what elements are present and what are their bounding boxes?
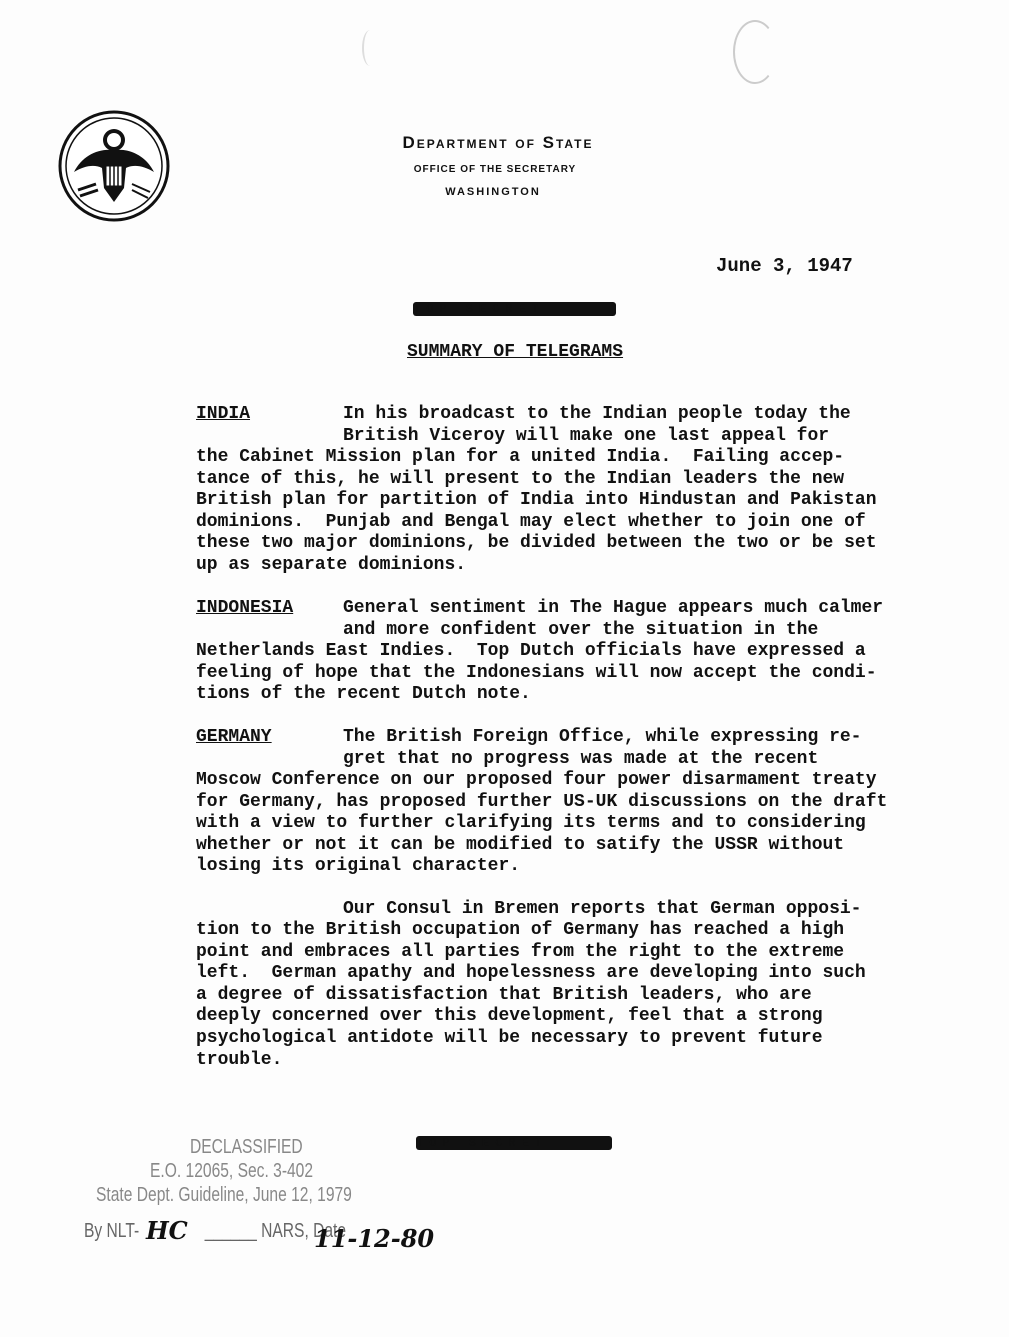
stamp-guideline: State Dept. Guideline, June 12, 1979 (96, 1184, 352, 1206)
section-germany-body: Moscow Conference on our proposed four power disarmament treaty for Germany, has proposed further US-UK discussions on the draft with a view to further clarifying its terms and to considering whether or not it can be modified to satify the USSR without losing its original character. (196, 770, 888, 877)
department-name: Department of State (402, 133, 594, 152)
reviewer-initials: HC (146, 1216, 188, 1245)
section-indonesia-opening: General sentiment in The Hague appears much calmer and more confident over the situation in the (343, 598, 884, 640)
stamp-authority: E.O. 12065, Sec. 3-402 (150, 1160, 314, 1182)
declassification-date: 11-12-80 (314, 1224, 435, 1253)
hole-punch-mark (733, 20, 777, 84)
declassified-stamp: DECLASSIFIED (190, 1136, 303, 1158)
city-name: WASHINGTON (445, 186, 541, 198)
section-label-indonesia: INDONESIA (196, 598, 294, 618)
hole-punch-mark-left (362, 30, 378, 66)
section-india-body: the Cabinet Mission plan for a united India. Failing accep- tance of this, he will present to the Indian leaders the new British plan for partition of India into Hindustan and Pakistan dominions. Punjab and Bengal may elect whether to join one of these two major dominions, be divided between the two or be set up as separate dominions. (196, 447, 877, 575)
classification-marking-top: TOP SECRET (413, 302, 616, 316)
section-india-opening: In his broadcast to the Indian people today the British Viceroy will make one last appeal for (343, 404, 851, 446)
office-name: OFFICE OF THE SECRETARY (413, 164, 577, 175)
document-date: June 3, 1947 (716, 255, 853, 277)
paragraph-bremen-opening: Our Consul in Bremen reports that German opposi- (343, 899, 862, 919)
classification-marking-bottom: TOP SECRET (416, 1136, 612, 1150)
great-seal-icon (58, 110, 170, 222)
document-title: SUMMARY OF TELEGRAMS (407, 342, 624, 362)
paragraph-bremen-body: tion to the British occupation of Germany has reached a high point and embraces all parties from the right to the extreme left. German apathy and hopelessness are developing into such a degree of dissatisfaction that British leaders, who are deeply concerned over this development, feel that a strong psychological antidote will be necessary to prevent future trouble. (196, 920, 866, 1070)
section-germany-opening: The British Foreign Office, while expressing re- gret that no progress was made at the recent (343, 727, 862, 769)
stamp-reviewer-line: By NLT- ______ NARS, Date (84, 1220, 347, 1242)
section-label-germany: GERMANY (196, 727, 272, 747)
section-indonesia-body: Netherlands East Indies. Top Dutch officials have expressed a feeling of hope that the Indonesians will now accept the condi- tions of the recent Dutch note. (196, 641, 877, 705)
section-label-india: INDIA (196, 404, 251, 424)
